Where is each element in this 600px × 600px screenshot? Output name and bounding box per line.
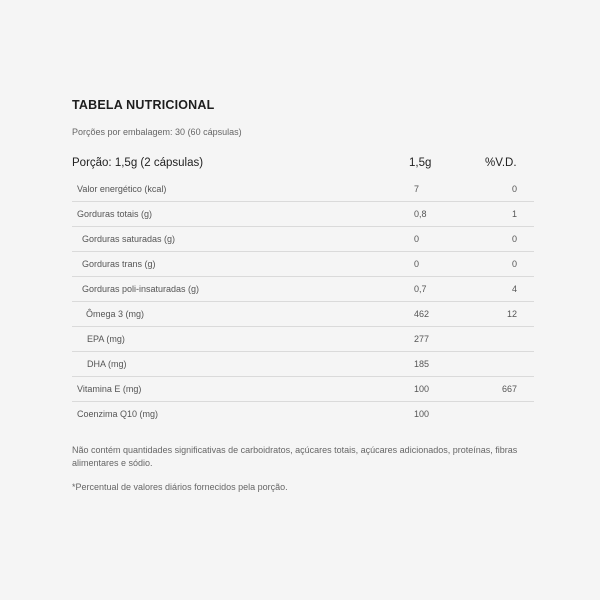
nutrient-dv: 1 bbox=[511, 209, 517, 219]
nutrition-table-panel bbox=[72, 96, 534, 494]
table-row bbox=[72, 252, 534, 277]
nutrient-name: Gorduras totais (g) bbox=[77, 209, 153, 219]
nutrient-name: Gorduras trans (g) bbox=[82, 259, 156, 269]
amount-header: 1,5g bbox=[409, 157, 432, 169]
nutrient-amount: 0 bbox=[414, 234, 420, 244]
nutrient-dv: 0 bbox=[511, 234, 517, 244]
nutrient-dv: 4 bbox=[511, 284, 517, 294]
table-row bbox=[72, 177, 534, 202]
disclaimer-note: Não contém quantidades significativas de carboidratos, açúcares totais, açúcares adicionados, proteínas, fibras alimentares e sódio. bbox=[72, 445, 518, 468]
nutrient-amount: 277 bbox=[414, 334, 430, 344]
nutrient-name: Coenzima Q10 (mg) bbox=[77, 409, 159, 419]
nutrient-name: Valor energético (kcal) bbox=[77, 184, 167, 194]
table-row bbox=[72, 377, 534, 402]
table-row bbox=[72, 352, 534, 377]
dv-header: %V.D. bbox=[485, 157, 517, 169]
nutrient-amount: 462 bbox=[414, 309, 430, 319]
nutrient-dv: 0 bbox=[511, 259, 517, 269]
nutrient-name: EPA (mg) bbox=[87, 334, 125, 344]
nutrient-amount: 0,7 bbox=[414, 284, 427, 294]
nutrient-name: Ômega 3 (mg) bbox=[86, 309, 145, 319]
nutrient-amount: 100 bbox=[414, 384, 430, 394]
nutrient-rows bbox=[72, 177, 534, 426]
nutrient-amount: 0,8 bbox=[414, 209, 427, 219]
nutrient-dv: 0 bbox=[511, 184, 517, 194]
table-row bbox=[72, 327, 534, 352]
table-row bbox=[72, 227, 534, 252]
table-row bbox=[72, 202, 534, 227]
table-row bbox=[72, 277, 534, 302]
table-row bbox=[72, 402, 534, 426]
table-title: TABELA NUTRICIONAL bbox=[72, 98, 215, 112]
nutrient-dv: 12 bbox=[506, 309, 517, 319]
nutrient-name: Gorduras saturadas (g) bbox=[82, 234, 176, 244]
nutrient-name: Vitamina E (mg) bbox=[77, 384, 142, 394]
nutrient-dv: 667 bbox=[501, 384, 517, 394]
nutrient-amount: 0 bbox=[414, 259, 420, 269]
table-header bbox=[72, 152, 534, 174]
nutrient-amount: 185 bbox=[414, 359, 430, 369]
nutrient-amount: 100 bbox=[414, 409, 430, 419]
nutrient-name: Gorduras poli-insaturadas (g) bbox=[82, 284, 200, 294]
dv-footnote: *Percentual de valores diários fornecidos pela porção. bbox=[72, 482, 288, 492]
table-row bbox=[72, 302, 534, 327]
nutrient-amount: 7 bbox=[414, 184, 420, 194]
nutrient-name: DHA (mg) bbox=[87, 359, 127, 369]
servings-per-package: Porções por embalagem: 30 (60 cápsulas) bbox=[72, 127, 242, 137]
portion-header: Porção: 1,5g (2 cápsulas) bbox=[72, 157, 204, 169]
